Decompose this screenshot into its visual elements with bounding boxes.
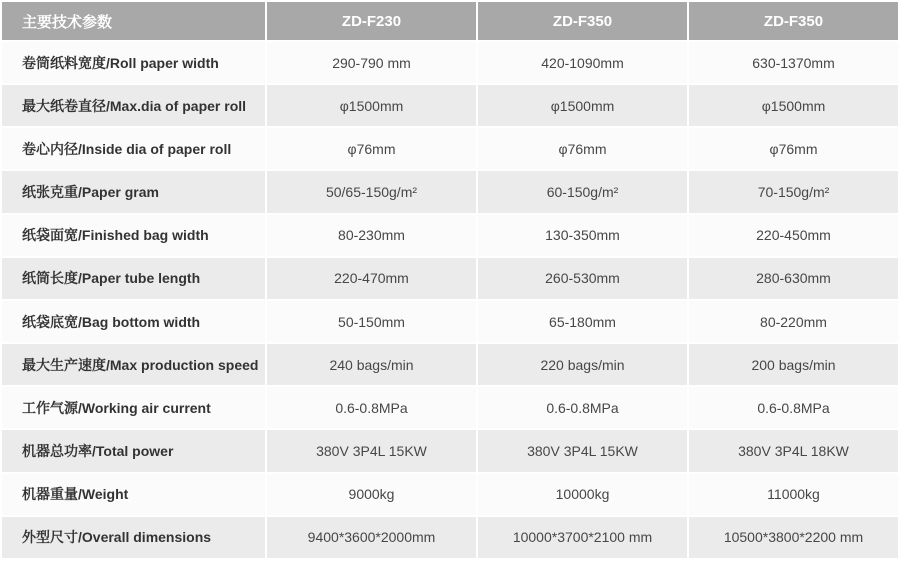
row-label: 最大纸卷直径/Max.dia of paper roll bbox=[2, 85, 265, 126]
table-row bbox=[2, 171, 898, 212]
row-value: 80-230mm bbox=[267, 215, 476, 256]
row-value: φ76mm bbox=[689, 128, 898, 169]
header-cell-model-2: ZD-F350 bbox=[478, 2, 687, 40]
header-cell-model-3: ZD-F350 bbox=[689, 2, 898, 40]
row-value: φ1500mm bbox=[478, 85, 687, 126]
row-value: 10000*3700*2100 mm bbox=[478, 517, 687, 558]
row-label: 纸袋底宽/Bag bottom width bbox=[2, 301, 265, 342]
table-row bbox=[2, 128, 898, 169]
row-value: 10500*3800*2200 mm bbox=[689, 517, 898, 558]
table-row bbox=[2, 344, 898, 385]
header-cell-model-1: ZD-F230 bbox=[267, 2, 476, 40]
table-row bbox=[2, 387, 898, 428]
row-value: 280-630mm bbox=[689, 258, 898, 299]
row-value: 9400*3600*2000mm bbox=[267, 517, 476, 558]
header-cell-parameters: 主要技术参数 bbox=[2, 2, 265, 40]
row-label: 工作气源/Working air current bbox=[2, 387, 265, 428]
row-value: 10000kg bbox=[478, 474, 687, 515]
row-value: 200 bags/min bbox=[689, 344, 898, 385]
row-label: 纸筒长度/Paper tube length bbox=[2, 258, 265, 299]
row-value: 50/65-150g/m² bbox=[267, 171, 476, 212]
table-row bbox=[2, 474, 898, 515]
row-label: 卷筒纸料宽度/Roll paper width bbox=[2, 42, 265, 83]
row-value: 9000kg bbox=[267, 474, 476, 515]
row-label: 最大生产速度/Max production speed bbox=[2, 344, 265, 385]
row-value: 220-470mm bbox=[267, 258, 476, 299]
row-value: 0.6-0.8MPa bbox=[689, 387, 898, 428]
table-header-row bbox=[2, 2, 898, 40]
row-value: 380V 3P4L 15KW bbox=[478, 430, 687, 471]
row-label: 纸袋面宽/Finished bag width bbox=[2, 215, 265, 256]
row-label: 机器重量/Weight bbox=[2, 474, 265, 515]
row-value: 0.6-0.8MPa bbox=[267, 387, 476, 428]
row-value: 50-150mm bbox=[267, 301, 476, 342]
row-label: 机器总功率/Total power bbox=[2, 430, 265, 471]
table-row bbox=[2, 301, 898, 342]
table-row bbox=[2, 85, 898, 126]
row-value: 630-1370mm bbox=[689, 42, 898, 83]
table-row bbox=[2, 42, 898, 83]
row-value: 380V 3P4L 15KW bbox=[267, 430, 476, 471]
row-label: 卷心内径/Inside dia of paper roll bbox=[2, 128, 265, 169]
row-value: 80-220mm bbox=[689, 301, 898, 342]
row-value: 11000kg bbox=[689, 474, 898, 515]
row-value: 70-150g/m² bbox=[689, 171, 898, 212]
table-row bbox=[2, 430, 898, 471]
row-value: φ1500mm bbox=[689, 85, 898, 126]
row-value: 240 bags/min bbox=[267, 344, 476, 385]
row-value: 130-350mm bbox=[478, 215, 687, 256]
row-value: 290-790 mm bbox=[267, 42, 476, 83]
row-value: 420-1090mm bbox=[478, 42, 687, 83]
row-value: 260-530mm bbox=[478, 258, 687, 299]
row-label: 纸张克重/Paper gram bbox=[2, 171, 265, 212]
row-label: 外型尺寸/Overall dimensions bbox=[2, 517, 265, 558]
row-value: 60-150g/m² bbox=[478, 171, 687, 212]
row-value: 220 bags/min bbox=[478, 344, 687, 385]
row-value: φ76mm bbox=[478, 128, 687, 169]
row-value: 65-180mm bbox=[478, 301, 687, 342]
table-row bbox=[2, 517, 898, 558]
table-row bbox=[2, 215, 898, 256]
row-value: φ1500mm bbox=[267, 85, 476, 126]
row-value: 0.6-0.8MPa bbox=[478, 387, 687, 428]
row-value: 220-450mm bbox=[689, 215, 898, 256]
row-value: φ76mm bbox=[267, 128, 476, 169]
table-row bbox=[2, 258, 898, 299]
row-value: 380V 3P4L 18KW bbox=[689, 430, 898, 471]
